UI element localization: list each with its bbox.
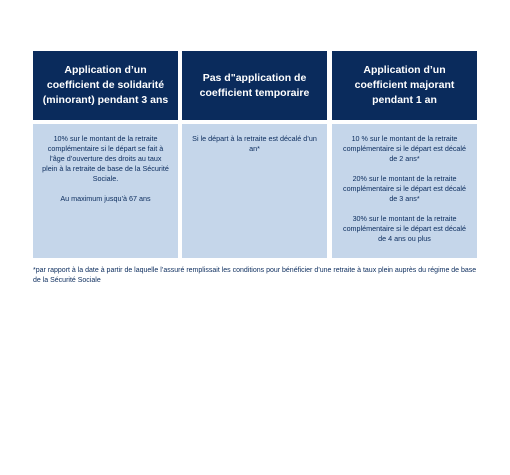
footnote: *par rapport à la date à partir de laquelle l’assuré remplissait les conditions pour bénéficier d’une retraite à taux plein auprès du régime de base de la Sécurité Sociale (33, 267, 477, 284)
column-header: Application d’un coefficient de solidarité (minorant) pendant 3 ans (33, 51, 178, 120)
column-paragraph: 30% sur le montant de la retraite complémentaire si le départ est décalé de 4 ans ou plus (342, 214, 467, 243)
column-paragraph: 10% sur le montant de la retraite complémentaire si le départ se fait à l’âge d’ouverture des droits au taux plein à la retraite de base de la Sécurité Sociale. (42, 134, 169, 183)
column-header: Pas d"application de coefficient temporaire (182, 51, 327, 120)
column-paragraph: Au maximum jusqu’à 67 ans (60, 194, 151, 203)
column-body (33, 124, 178, 258)
column-paragraph: Si le départ à la retraite est décalé d’un an* (192, 134, 317, 153)
column-solidarity (33, 51, 178, 258)
column-paragraph: 10 % sur le montant de la retraite complémentaire si le départ est décalé de 2 ans* (342, 134, 467, 163)
column-body (182, 124, 327, 258)
column-body (332, 124, 477, 258)
column-paragraph: 20% sur le montant de la retraite complémentaire si le départ est décalé de 3 ans* (342, 174, 467, 203)
column-no-coefficient (182, 51, 327, 258)
column-header: Application d’un coefficient majorant pendant 1 an (332, 51, 477, 120)
column-majorant (332, 51, 477, 258)
